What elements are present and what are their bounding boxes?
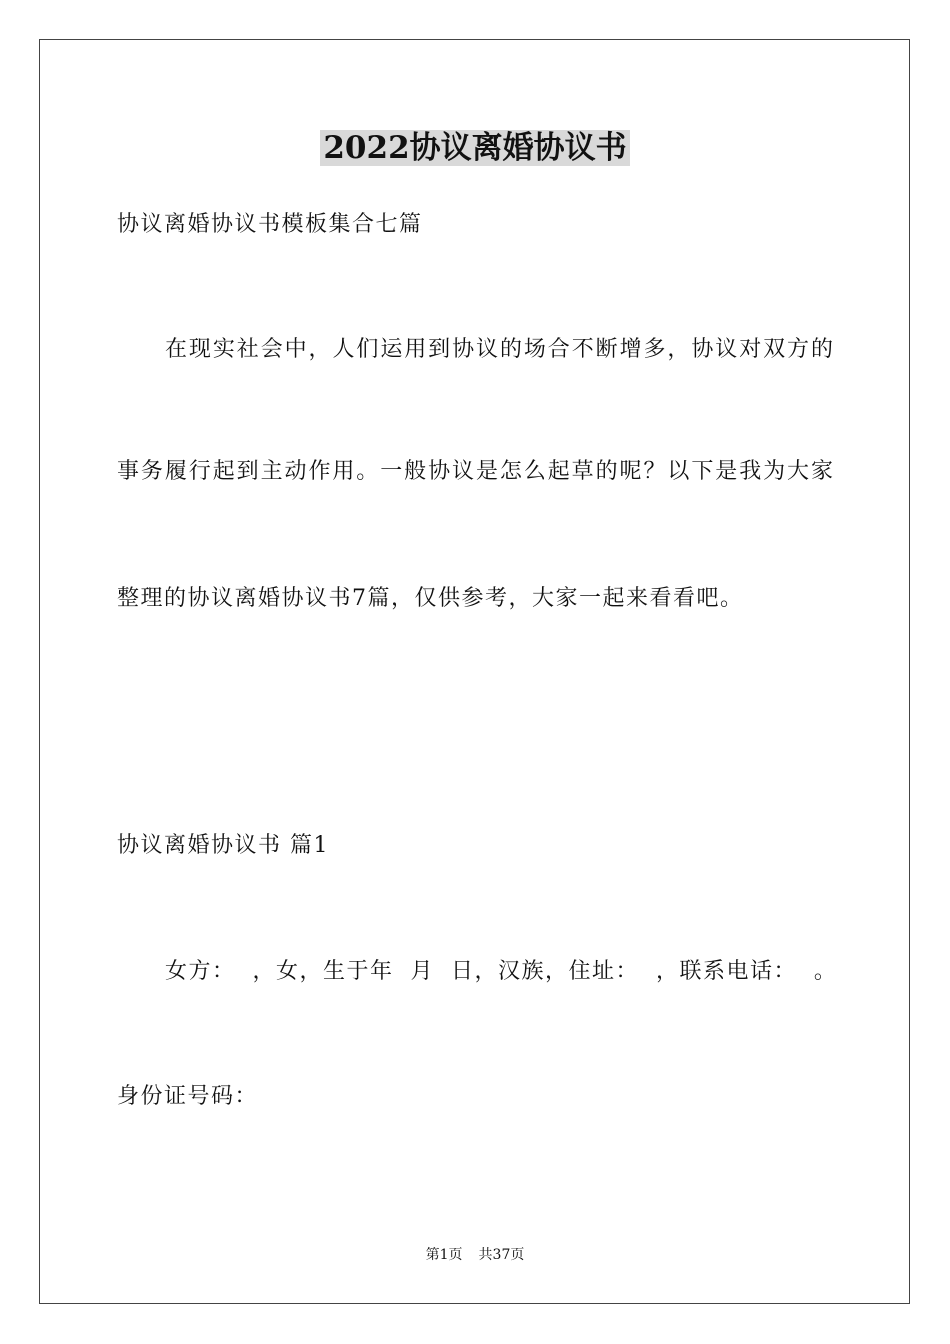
page-number-total: 共37页 xyxy=(478,1247,525,1263)
intro-paragraph-line-2: 事务履行起到主动作用。一般协议是怎么起草的呢？以下是我为大家 xyxy=(117,459,833,484)
id-number-label: 身份证号码： xyxy=(117,1084,259,1109)
party-info-line: 女方： ，女，生于年 月 日，汉族，住址： ，联系电话： 。 xyxy=(165,959,838,984)
page-number-current: 第1页 xyxy=(425,1247,463,1263)
document-subtitle: 协议离婚协议书模板集合七篇 xyxy=(117,212,423,237)
page-footer xyxy=(0,1245,950,1265)
intro-paragraph-line-3: 整理的协议离婚协议书7篇，仅供参考，大家一起来看看吧。 xyxy=(117,586,744,611)
document-title xyxy=(0,126,950,170)
section-heading: 协议离婚协议书 篇1 xyxy=(117,833,329,858)
intro-paragraph-line-1: 在现实社会中，人们运用到协议的场合不断增多，协议对双方的 xyxy=(165,337,833,362)
document-title-text: 2022协议离婚协议书 xyxy=(320,130,629,166)
